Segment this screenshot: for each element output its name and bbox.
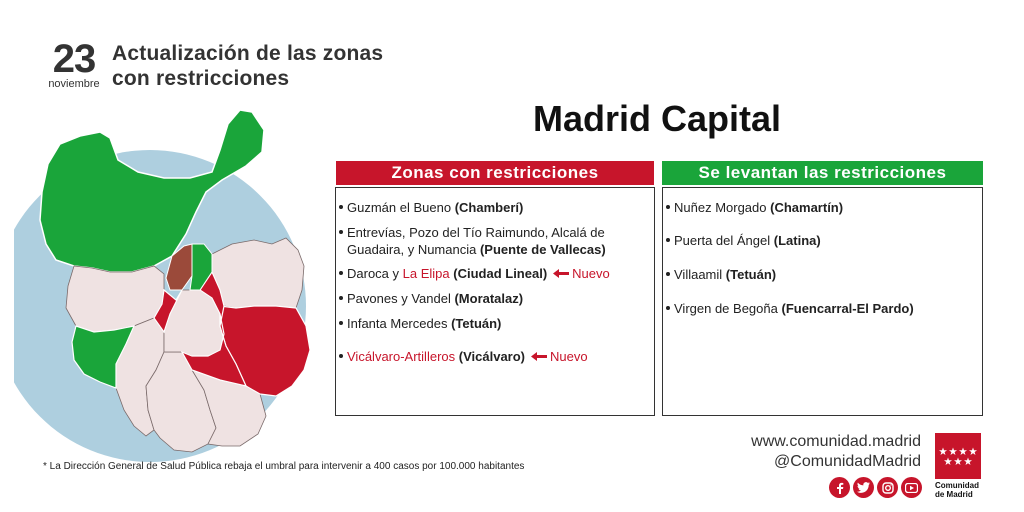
lifted-restrictions-header: Se levantan las restricciones — [662, 161, 983, 185]
bullet — [666, 238, 670, 242]
new-tag: Nuevo — [550, 349, 588, 364]
list-item: Pavones y Vandel (Moratalaz) — [336, 290, 652, 307]
list-item: Daroca y La Elipa (Ciudad Lineal) Nuevo — [336, 265, 652, 282]
district-north-east — [212, 238, 304, 308]
lifted-restrictions-panel — [662, 187, 983, 416]
date-day: 23 — [52, 37, 96, 81]
madrid-flag-icon — [935, 433, 981, 479]
bullet — [339, 321, 343, 325]
youtube-icon[interactable] — [901, 477, 922, 498]
bullet — [339, 271, 343, 275]
arrow-left-icon — [553, 269, 569, 278]
list-item: Vicálvaro-Artilleros (Vicálvaro) Nuevo — [336, 348, 652, 365]
bullet — [666, 272, 670, 276]
facebook-icon[interactable] — [829, 477, 850, 498]
headline-line-2: con restricciones — [112, 67, 290, 90]
new-tag: Nuevo — [572, 266, 610, 281]
instagram-icon[interactable] — [877, 477, 898, 498]
web-info — [751, 432, 921, 472]
bullet — [666, 306, 670, 310]
headline-line-1: Actualización de las zonas — [112, 42, 384, 65]
date-block — [42, 37, 106, 90]
bullet — [666, 205, 670, 209]
bullet — [339, 205, 343, 209]
website-link[interactable]: www.comunidad.madrid — [751, 433, 921, 450]
social-handle[interactable]: @ComunidadMadrid — [774, 453, 921, 470]
region-title: Madrid Capital — [533, 98, 782, 139]
list-item: Puerta del Ángel (Latina) — [663, 232, 980, 249]
arrow-left-icon — [531, 352, 547, 361]
twitter-icon[interactable] — [853, 477, 874, 498]
list-item: Infanta Mercedes (Tetuán) — [336, 315, 652, 332]
list-item: Entrevías, Pozo del Tío Raimundo, Alcalá de Guadaira, y Numancia (Puente de Vallecas) — [336, 224, 652, 258]
headline — [112, 41, 383, 91]
bullet — [339, 296, 343, 300]
list-item: Guzmán el Bueno (Chamberí) — [336, 199, 652, 216]
social-icons — [829, 477, 922, 498]
restricted-zones-panel — [335, 187, 655, 416]
madrid-districts-map — [14, 94, 336, 464]
logo-text: Comunidad de Madrid — [935, 481, 979, 499]
list-item: Villaamil (Tetuán) — [663, 266, 980, 283]
list-item: Nuñez Morgado (Chamartín) — [663, 199, 980, 216]
date-month: noviembre — [48, 78, 100, 90]
footnote: * La Dirección General de Salud Pública rebaja el umbral para intervenir a 400 casos por 100.000 habitantes — [43, 461, 525, 472]
bullet — [339, 354, 343, 358]
restricted-zones-header: Zonas con restricciones — [336, 161, 654, 185]
bullet — [339, 230, 343, 234]
comunidad-de-madrid-logo[interactable] — [935, 433, 983, 499]
list-item: Virgen de Begoña (Fuencarral-El Pardo) — [663, 300, 980, 317]
